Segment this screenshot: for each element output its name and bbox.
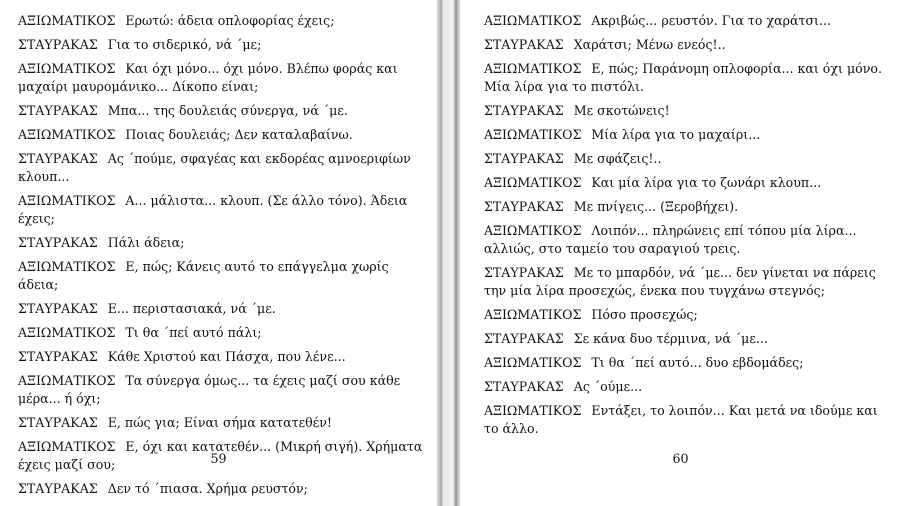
dialogue-line [484, 378, 887, 396]
speaker-name: ΑΞΙΩΜΑΤΙΚΟΣ [18, 127, 116, 142]
dialogue-line [18, 372, 423, 408]
dialogue-line [484, 306, 887, 324]
speaker-name: ΑΞΙΩΜΑΤΙΚΟΣ [18, 193, 116, 208]
dialogue-text: Ε, πώς; Παράνομη οπλοφορία... και όχι μόνο. Μία λίρα για το πιστόλι. [484, 61, 882, 94]
page-number: 60 [672, 451, 689, 466]
dialogue-line [484, 222, 887, 258]
dialogue-line [484, 264, 887, 300]
dialogue-text: Κάθε Χριστού και Πάσχα, που λένε... [107, 349, 346, 364]
speaker-name: ΑΞΙΩΜΑΤΙΚΟΣ [18, 259, 116, 274]
speaker-name: ΣΤΑΥΡΑΚΑΣ [484, 379, 564, 394]
dialogue-text: Τι θα ΄πεί αυτό... δυο εβδομάδες; [591, 355, 804, 370]
dialogue-text: Α... μάλιστα... κλουπ. (Σε άλλο τόνο). Άδεια έχεις; [18, 193, 408, 226]
dialogue-line [484, 354, 887, 372]
dialogue-line [18, 480, 423, 498]
speaker-name: ΣΤΑΥΡΑΚΑΣ [484, 199, 564, 214]
right-page [460, 0, 901, 506]
dialogue-line [484, 198, 887, 216]
dialogue-text: Σε κάνα δυο τέρμινα, νά ΄με... [573, 331, 768, 346]
speaker-name: ΣΤΑΥΡΑΚΑΣ [484, 103, 564, 118]
dialogue-text: Ερωτώ: άδεια οπλοφορίας έχεις; [125, 13, 335, 28]
speaker-name: ΑΞΙΩΜΑΤΙΚΟΣ [484, 223, 582, 238]
speaker-name: ΣΤΑΥΡΑΚΑΣ [18, 349, 98, 364]
speaker-name: ΣΤΑΥΡΑΚΑΣ [484, 331, 564, 346]
dialogue-line [484, 330, 887, 348]
speaker-name: ΑΞΙΩΜΑΤΙΚΟΣ [18, 61, 116, 76]
speaker-name: ΑΞΙΩΜΑΤΙΚΟΣ [484, 61, 582, 76]
dialogue-line [484, 36, 887, 54]
dialogue-line [18, 300, 423, 318]
dialogue-line [18, 126, 423, 144]
dialogue-line [18, 348, 423, 366]
dialogue-text: Με σκοτώνεις! [573, 103, 670, 118]
speaker-name: ΣΤΑΥΡΑΚΑΣ [484, 265, 564, 280]
dialogue-text: Και μία λίρα για το ζωνάρι κλουπ... [591, 175, 822, 190]
left-page [0, 0, 437, 506]
dialogue-line [18, 12, 423, 30]
dialogue-line [484, 126, 887, 144]
speaker-name: ΑΞΙΩΜΑΤΙΚΟΣ [484, 355, 582, 370]
dialogue-text: Χαράτσι; Μένω ενεός!.. [573, 37, 726, 52]
speaker-name: ΑΞΙΩΜΑΤΙΚΟΣ [18, 13, 116, 28]
dialogue-text: Τι θα ΄πεί αυτό πάλι; [125, 325, 262, 340]
dialogue-text: Με σφάζεις!.. [573, 151, 662, 166]
dialogue-line [484, 174, 887, 192]
speaker-name: ΣΤΑΥΡΑΚΑΣ [18, 481, 98, 496]
dialogue-text: Πάλι άδεια; [107, 235, 185, 250]
dialogue-line [18, 414, 423, 432]
dialogue-line [484, 402, 887, 438]
dialogue-text: Μπα... της δουλειάς σύνεργα, νά ΄με. [107, 103, 348, 118]
dialogue-text: Ε, πώς για; Είναι σήμα κατατεθέν! [107, 415, 332, 430]
speaker-name: ΑΞΙΩΜΑΤΙΚΟΣ [484, 13, 582, 28]
dialogue-text: Ακριβώς... ρευστόν. Για το χαράτσι... [591, 13, 831, 28]
dialogue-line [18, 192, 423, 228]
dialogue-line [484, 102, 887, 120]
dialogue-text: Τα σύνεργα όμως... τα έχεις μαζί σου κάθε μέρα... ή όχι; [18, 373, 401, 406]
dialogue-text: Με το μπαρδόν, νά ΄με... δεν γίνεται να πάρεις την μία λίρα προσεχώς, ένεκα που τυγχάνω στεγνός; [484, 265, 876, 298]
dialogue-text: Μία λίρα για το μαχαίρι... [591, 127, 761, 142]
speaker-name: ΑΞΙΩΜΑΤΙΚΟΣ [484, 127, 582, 142]
dialogue-text: Για το σιδερικό, νά ΄με; [107, 37, 262, 52]
speaker-name: ΑΞΙΩΜΑΤΙΚΟΣ [18, 373, 116, 388]
dialogue-text: Λοιπόν... πληρώνεις επί τόπου μία λίρα... αλλιώς, στο ταμείο του σαραγιού τρεις. [484, 223, 857, 256]
dialogue-text: Ποιας δουλειάς; Δεν καταλαβαίνω. [125, 127, 353, 142]
speaker-name: ΣΤΑΥΡΑΚΑΣ [18, 235, 98, 250]
speaker-name: ΣΤΑΥΡΑΚΑΣ [18, 151, 98, 166]
speaker-name: ΣΤΑΥΡΑΚΑΣ [18, 415, 98, 430]
speaker-name: ΑΞΙΩΜΑΤΙΚΟΣ [484, 175, 582, 190]
dialogue-text: Ε, πώς; Κάνεις αυτό το επάγγελμα χωρίς άδεια; [18, 259, 389, 292]
speaker-name: ΣΤΑΥΡΑΚΑΣ [18, 37, 98, 52]
dialogue-text: Ε, όχι και κατατεθέν... (Μικρή σιγή). Χρήματα έχεις μαζί σου; [18, 439, 423, 472]
dialogue-line [484, 60, 887, 96]
dialogue-line [484, 150, 887, 168]
speaker-name: ΑΞΙΩΜΑΤΙΚΟΣ [18, 439, 116, 454]
dialogue-line [18, 36, 423, 54]
dialogue-text: Με πνίγεις... (Ξεροβήχει). [573, 199, 739, 214]
speaker-name: ΑΞΙΩΜΑΤΙΚΟΣ [484, 403, 582, 418]
speaker-name: ΣΤΑΥΡΑΚΑΣ [484, 37, 564, 52]
dialogue-line [18, 234, 423, 252]
dialogue-text: Ας ΄ούμε... [573, 379, 643, 394]
dialogue-line [18, 324, 423, 342]
dialogue-line [484, 12, 887, 30]
page-number: 59 [210, 451, 227, 466]
speaker-name: ΣΤΑΥΡΑΚΑΣ [18, 103, 98, 118]
speaker-name: ΑΞΙΩΜΑΤΙΚΟΣ [18, 325, 116, 340]
speaker-name: ΣΤΑΥΡΑΚΑΣ [484, 151, 564, 166]
dialogue-line [18, 258, 423, 294]
dialogue-text: Εντάξει, το λοιπόν... Και μετά να ιδούμε και το άλλο. [484, 403, 878, 436]
speaker-name: ΑΞΙΩΜΑΤΙΚΟΣ [484, 307, 582, 322]
speaker-name: ΣΤΑΥΡΑΚΑΣ [18, 301, 98, 316]
left-page-dialogue [18, 12, 423, 504]
dialogue-line [18, 60, 423, 96]
dialogue-line [18, 150, 423, 186]
dialogue-text: Πόσο προσεχώς; [591, 307, 698, 322]
dialogue-text: Ας ΄πούμε, σφαγέας και εκδορέας αμνοεριφίων κλουπ... [18, 151, 411, 184]
dialogue-text: Και όχι μόνο... όχι μόνο. Βλέπω φοράς και μαχαίρι μαυρομάνικο... Δίκοπο είναι; [18, 61, 398, 94]
book-spine-divider [437, 0, 460, 506]
dialogue-text: Ε... περιστασιακά, νά ΄με. [107, 301, 276, 316]
dialogue-line [18, 102, 423, 120]
right-page-dialogue [484, 12, 887, 444]
dialogue-text: Δεν τό ΄πιασα. Χρήμα ρευστόν; [107, 481, 308, 496]
